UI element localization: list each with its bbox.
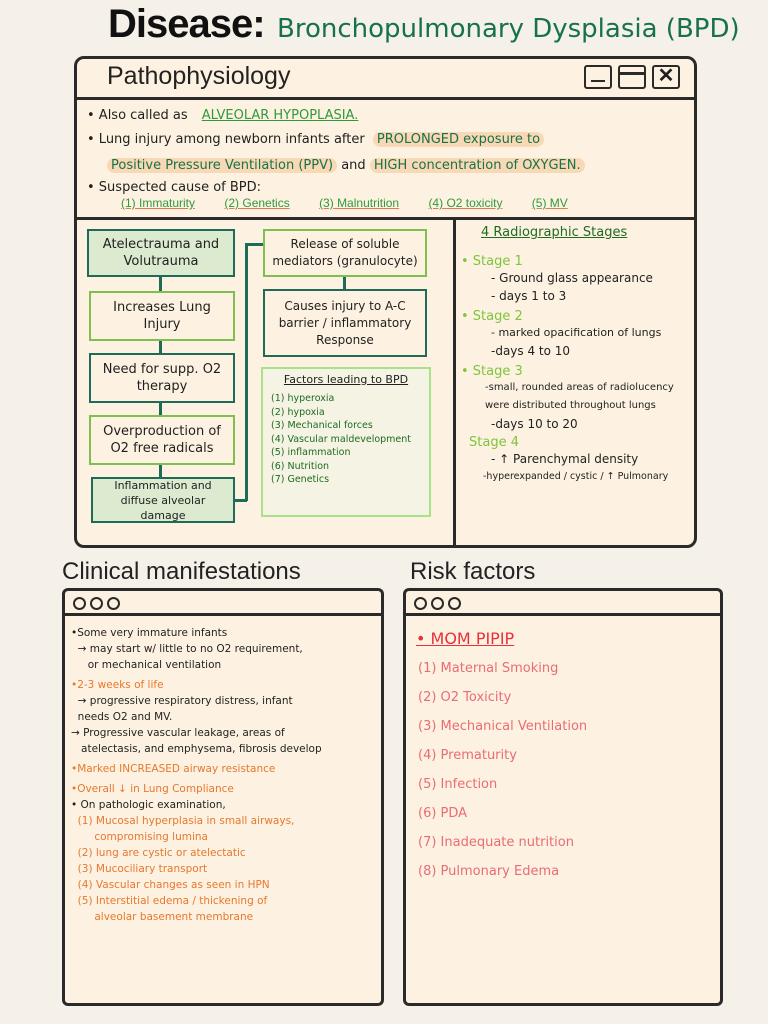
risk-list xyxy=(418,661,587,893)
risk-item: (5) Infection xyxy=(418,777,498,792)
clinical-line: needs O2 and MV. xyxy=(71,711,173,723)
risk-mnemonic: • MOM PIPIP xyxy=(416,629,515,648)
flow-box-ac-barrier: Causes injury to A-C barrier / inflammatory Response xyxy=(263,289,427,357)
clinical-line: (5) Interstitial edema / thickening of xyxy=(71,895,268,907)
flow-box-free-radicals: Overproduction of O2 free radicals xyxy=(89,415,235,465)
stage-heading: • Stage 1 xyxy=(461,254,523,269)
flow-box-lung-injury: Increases Lung Injury xyxy=(89,291,235,341)
title-disease-label: Disease: xyxy=(108,2,265,46)
dot-icon[interactable] xyxy=(90,597,103,610)
factors-box xyxy=(261,367,431,517)
stage-heading: • Stage 2 xyxy=(461,309,523,324)
factor-item: (5) inflammation xyxy=(271,447,351,458)
risk-pane xyxy=(403,588,723,1006)
risk-heading: Risk factors xyxy=(410,558,536,585)
flow-box-o2-therapy: Need for supp. O2 therapy xyxy=(89,353,235,403)
clinical-line: (3) Mucociliary transport xyxy=(71,863,208,875)
flow-box-mediators: Release of soluble mediators (granulocyte) xyxy=(263,229,427,277)
risk-item: (6) PDA xyxy=(418,806,468,821)
close-icon: ✕ xyxy=(657,65,675,87)
risk-item: (2) O2 Toxicity xyxy=(418,690,512,705)
dot-icon[interactable] xyxy=(107,597,120,610)
window-dots xyxy=(414,597,461,610)
page-title xyxy=(108,2,740,47)
pathophysiology-window xyxy=(74,56,697,548)
factor-item: (4) Vascular maldevelopment xyxy=(271,433,412,445)
dot-icon[interactable] xyxy=(448,597,461,610)
radiographic-title: 4 Radiographic Stages xyxy=(481,225,628,240)
flow-box-inflammation: Inflammation and diffuse alveolar damage xyxy=(91,477,235,523)
dot-icon[interactable] xyxy=(414,597,427,610)
clinical-list xyxy=(71,625,322,925)
cause-item: (2) Genetics xyxy=(224,196,290,210)
clinical-line: → progressive respiratory distress, infant xyxy=(71,695,293,707)
window-dots xyxy=(73,597,120,610)
risk-item: (7) Inadequate nutrition xyxy=(418,835,574,850)
note-line-3: Positive Pressure Ventilation (PPV) and HIGH concentration of OXYGEN. xyxy=(107,157,585,175)
risk-item: (3) Mechanical Ventilation xyxy=(418,719,588,734)
window-controls xyxy=(584,65,680,89)
clinical-line: (2) lung are cystic or atelectatic xyxy=(71,847,246,859)
clinical-pane xyxy=(62,588,384,1006)
clinical-heading: Clinical manifestations xyxy=(62,558,301,585)
risk-item: (8) Pulmonary Edema xyxy=(418,864,560,879)
risk-item: (4) Prematurity xyxy=(418,748,517,763)
clinical-line: (1) Mucosal hyperplasia in small airways, xyxy=(71,815,295,827)
risk-item: (1) Maternal Smoking xyxy=(418,661,559,676)
clinical-line: • On pathologic examination, xyxy=(71,799,226,811)
factor-item: (6) Nutrition xyxy=(271,460,330,472)
cause-item: (3) Malnutrition xyxy=(319,196,400,210)
clinical-line: •Marked INCREASED airway resistance xyxy=(71,763,276,775)
note-line-4: • Suspected cause of BPD: xyxy=(87,180,262,195)
close-button[interactable] xyxy=(652,65,680,89)
radiographic-stages: 4 Radiographic Stages • Stage 1 - Ground glass appearance - days 1 to 3 • Stage 2 - marked opacification of lungs -days 4 to 10 • Stage 3 -small, rounded areas of radiolucency were distributed throughout lungs -days 10 to 20 Stage 4 - ↑ Parenchymal density -hyperexpanded / cystic / ↑ Pulmonary xyxy=(461,225,693,486)
note-line-2: • Lung injury among newborn infants after PROLONGED exposure to xyxy=(87,131,544,149)
alveolar-hypoplasia-highlight: ALVEOLAR HYPOPLASIA. xyxy=(201,108,359,123)
dot-icon[interactable] xyxy=(431,597,444,610)
factor-item: (3) Mechanical forces xyxy=(271,420,373,431)
factor-item: (1) hyperoxia xyxy=(271,393,335,404)
clinical-line: compromising lumina xyxy=(71,831,208,843)
dot-icon[interactable] xyxy=(73,597,86,610)
section-divider xyxy=(77,217,694,220)
clinical-line: → may start w/ little to no O2 requirement, xyxy=(71,643,303,655)
column-divider xyxy=(453,217,456,545)
clinical-line: •2-3 weeks of life xyxy=(71,679,164,691)
stage-heading: Stage 4 xyxy=(469,435,519,450)
window-title: Pathophysiology xyxy=(107,62,291,90)
causes-list xyxy=(121,196,594,210)
stage-heading: • Stage 3 xyxy=(461,364,523,379)
maximize-button[interactable] xyxy=(618,65,646,89)
flow-box-atelectrauma: Atelectrauma and Volutrauma xyxy=(87,229,235,277)
clinical-line: → Progressive vascular leakage, areas of xyxy=(71,727,285,739)
clinical-line: atelectasis, and emphysema, fibrosis develop xyxy=(71,743,322,755)
clinical-line: (4) Vascular changes as seen in HPN xyxy=(71,879,270,891)
minimize-button[interactable] xyxy=(584,65,612,89)
clinical-line: •Some very immature infants xyxy=(71,627,228,639)
cause-item: (1) Immaturity xyxy=(121,196,196,210)
factor-item: (2) hypoxia xyxy=(271,406,325,418)
cause-item: (5) MV xyxy=(531,196,568,210)
clinical-line: or mechanical ventilation xyxy=(71,659,222,671)
clinical-line: •Overall ↓ in Lung Compliance xyxy=(71,783,234,795)
cause-item: (4) O2 toxicity xyxy=(428,196,503,210)
note-line-1: • Also called as ALVEOLAR HYPOPLASIA. xyxy=(87,108,359,123)
title-disease-name: Bronchopulmonary Dysplasia (BPD) xyxy=(277,14,740,44)
clinical-line: alveolar basement membrane xyxy=(71,911,254,923)
title-divider xyxy=(77,97,694,100)
factor-item: (7) Genetics xyxy=(271,474,330,485)
factors-title: Factors leading to BPD xyxy=(283,373,409,386)
